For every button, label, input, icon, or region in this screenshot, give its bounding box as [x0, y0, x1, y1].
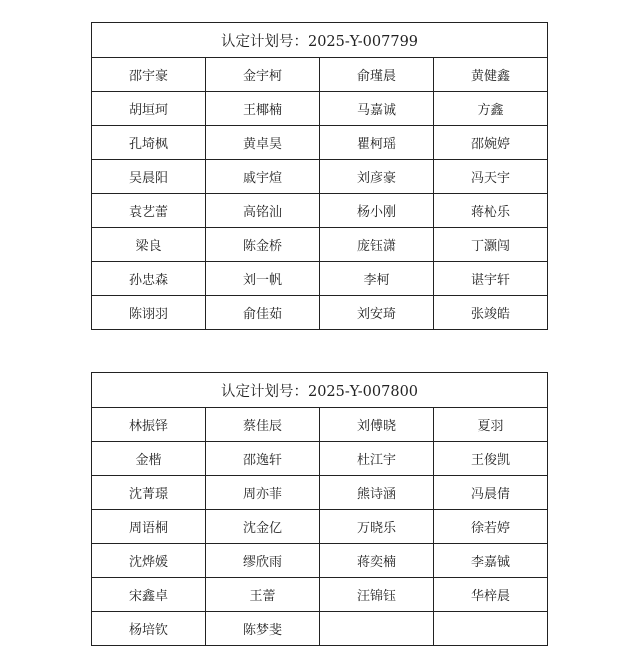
name-cell: 蒋杺乐 [434, 194, 548, 228]
name-cell: 宋鑫卓 [92, 578, 206, 612]
table-row [92, 194, 548, 228]
table-row [92, 160, 548, 194]
name-cell: 方鑫 [434, 92, 548, 126]
name-cell: 黄健鑫 [434, 58, 548, 92]
name-cell: 丁灏闯 [434, 228, 548, 262]
name-cell: 杨培钦 [92, 612, 206, 646]
name-cell: 袁艺蕾 [92, 194, 206, 228]
name-cell: 邵婉婷 [434, 126, 548, 160]
table-row [92, 510, 548, 544]
plan-table-007800 [91, 372, 548, 646]
table-row [92, 476, 548, 510]
table-row [92, 58, 548, 92]
name-cell: 徐若婷 [434, 510, 548, 544]
name-cell: 陈金桥 [206, 228, 320, 262]
name-cell: 杜江宇 [320, 442, 434, 476]
name-cell: 王俊凯 [434, 442, 548, 476]
table-row [92, 296, 548, 330]
name-cell: 杨小刚 [320, 194, 434, 228]
name-cell: 戚宇煊 [206, 160, 320, 194]
name-cell: 孔埼枫 [92, 126, 206, 160]
name-cell: 沈菁璟 [92, 476, 206, 510]
name-cell: 邵宇豪 [92, 58, 206, 92]
name-cell: 胡垣珂 [92, 92, 206, 126]
name-cell: 蔡佳辰 [206, 408, 320, 442]
name-cell: 谌宇轩 [434, 262, 548, 296]
table-row [92, 408, 548, 442]
name-cell: 夏羽 [434, 408, 548, 442]
table-row [92, 578, 548, 612]
name-cell: 冯天宇 [434, 160, 548, 194]
name-cell: 王蕾 [206, 578, 320, 612]
table-title-row [92, 23, 548, 58]
table-row [92, 228, 548, 262]
name-cell: 金楷 [92, 442, 206, 476]
name-cell: 冯晨倩 [434, 476, 548, 510]
name-cell: 王椰楠 [206, 92, 320, 126]
table-row [92, 442, 548, 476]
name-cell: 万晓乐 [320, 510, 434, 544]
table-title-row [92, 373, 548, 408]
table-row [92, 612, 548, 646]
name-cell: 陈诩羽 [92, 296, 206, 330]
plan-number-title: 认定计划号：2025-Y-007799 [92, 23, 548, 58]
name-cell: 俞瑾晨 [320, 58, 434, 92]
name-cell: 沈烨媛 [92, 544, 206, 578]
name-cell: 梁良 [92, 228, 206, 262]
table-row [92, 262, 548, 296]
name-cell: 李柯 [320, 262, 434, 296]
name-cell: 庞钰潇 [320, 228, 434, 262]
name-cell: 邵逸轩 [206, 442, 320, 476]
name-cell: 刘一帆 [206, 262, 320, 296]
plan-table-007799 [91, 22, 548, 330]
name-cell: 林振铎 [92, 408, 206, 442]
name-cell: 张竣皓 [434, 296, 548, 330]
table-row [92, 544, 548, 578]
name-cell: 马嘉诚 [320, 92, 434, 126]
name-cell: 孙忠森 [92, 262, 206, 296]
name-cell [434, 612, 548, 646]
table-row [92, 126, 548, 160]
name-cell: 吴晨阳 [92, 160, 206, 194]
name-cell: 沈金亿 [206, 510, 320, 544]
name-cell: 俞佳茹 [206, 296, 320, 330]
name-cell: 周亦菲 [206, 476, 320, 510]
name-cell: 高铭汕 [206, 194, 320, 228]
name-cell: 黄卓昊 [206, 126, 320, 160]
name-cell: 刘傅晓 [320, 408, 434, 442]
table-row [92, 92, 548, 126]
name-cell: 李嘉铖 [434, 544, 548, 578]
name-cell: 陈梦斐 [206, 612, 320, 646]
name-cell: 蒋奕楠 [320, 544, 434, 578]
plan-number-title: 认定计划号：2025-Y-007800 [92, 373, 548, 408]
name-cell [320, 612, 434, 646]
name-cell: 汪锦钰 [320, 578, 434, 612]
name-cell: 刘安琦 [320, 296, 434, 330]
name-cell: 缪欣雨 [206, 544, 320, 578]
name-cell: 周语桐 [92, 510, 206, 544]
name-cell: 金宇柯 [206, 58, 320, 92]
name-cell: 刘彦豪 [320, 160, 434, 194]
name-cell: 瞿柯瑶 [320, 126, 434, 160]
name-cell: 熊诗涵 [320, 476, 434, 510]
name-cell: 华梓晨 [434, 578, 548, 612]
